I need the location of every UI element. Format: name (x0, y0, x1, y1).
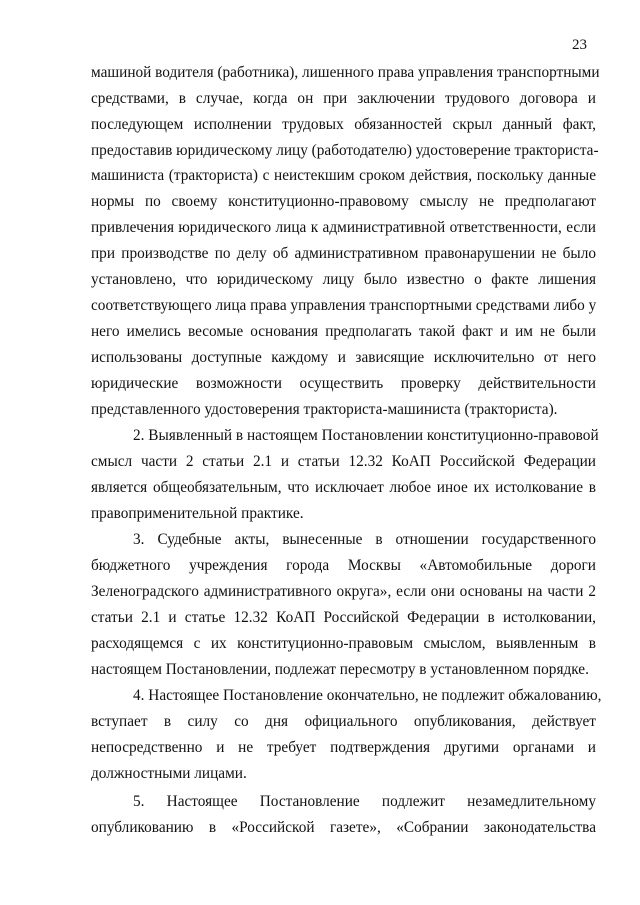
text-line: привлечения юридического лица к административной ответственности, если (91, 219, 596, 236)
text-line: правоприменительной практике. (91, 505, 304, 522)
text-line: представленного удостоверения тракториста-машиниста (тракториста). (91, 401, 558, 418)
text-line: бюджетного учреждения города Москвы «Автомобильные дороги (91, 557, 596, 574)
paragraph-4-first-line: 4. Настоящее Постановление окончательно, не подлежит обжалованию, (133, 687, 602, 704)
text-line: машиной водителя (работника), лишенного права управления транспортными (91, 64, 600, 81)
text-line: предоставив юридическому лицу (работодателю) удостоверение тракториста- (91, 142, 599, 159)
text-line: последующем исполнении трудовых обязанностей скрыл данный факт, (91, 116, 596, 133)
text-line: Зеленоградского административного округа», если они основаны на части 2 (91, 583, 596, 600)
text-line: настоящем Постановлении, подлежат пересмотру в установленном порядке. (91, 661, 589, 678)
paragraph-2-first-line: 2. Выявленный в настоящем Постановлении конституционно-правовой (133, 427, 599, 444)
text-line: соответствующего лица права управления транспортными средствами либо у (91, 297, 597, 314)
text-line: средствами, в случае, когда он при заключении трудового договора и (91, 90, 596, 107)
paragraph-5-first-line: 5. Настоящее Постановление подлежит незамедлительному (133, 793, 596, 810)
text-line: установлено, что юридическому лицу было известно о факте лишения (91, 271, 596, 288)
text-line: при производстве по делу об административном правонарушении не было (91, 245, 596, 262)
text-line: смысл части 2 статьи 2.1 и статьи 12.32 КоАП Российской Федерации (91, 453, 596, 470)
text-line: него имелись весомые основания предполагать такой факт и им не были (91, 323, 596, 340)
text-line: должностными лицами. (91, 765, 247, 782)
paragraph-3-first-line: 3. Судебные акты, вынесенные в отношении государственного (133, 531, 596, 548)
text-line: опубликованию в «Российской газете», «Собрании законодательства (91, 819, 596, 836)
text-line: использованы доступные каждому и зависящие исключительно от него (91, 349, 596, 366)
text-line: юридические возможности осуществить проверку действительности (91, 375, 596, 392)
text-line: нормы по своему конституционно-правовому смыслу не предполагают (91, 193, 596, 210)
text-line: машиниста (тракториста) с неистекшим сроком действия, поскольку данные (91, 167, 596, 184)
text-line: расходящемся с их конституционно-правовым смыслом, выявленным в (91, 635, 596, 652)
text-line: является общеобязательным, что исключает любое иное их истолкование в (91, 479, 596, 496)
text-line: непосредственно и не требует подтверждения другими органами и (91, 739, 596, 756)
page-number: 23 (572, 37, 587, 53)
text-line: вступает в силу со дня официального опубликования, действует (91, 713, 596, 730)
text-line: статьи 2.1 и статье 12.32 КоАП Российской Федерации в истолковании, (91, 609, 596, 626)
